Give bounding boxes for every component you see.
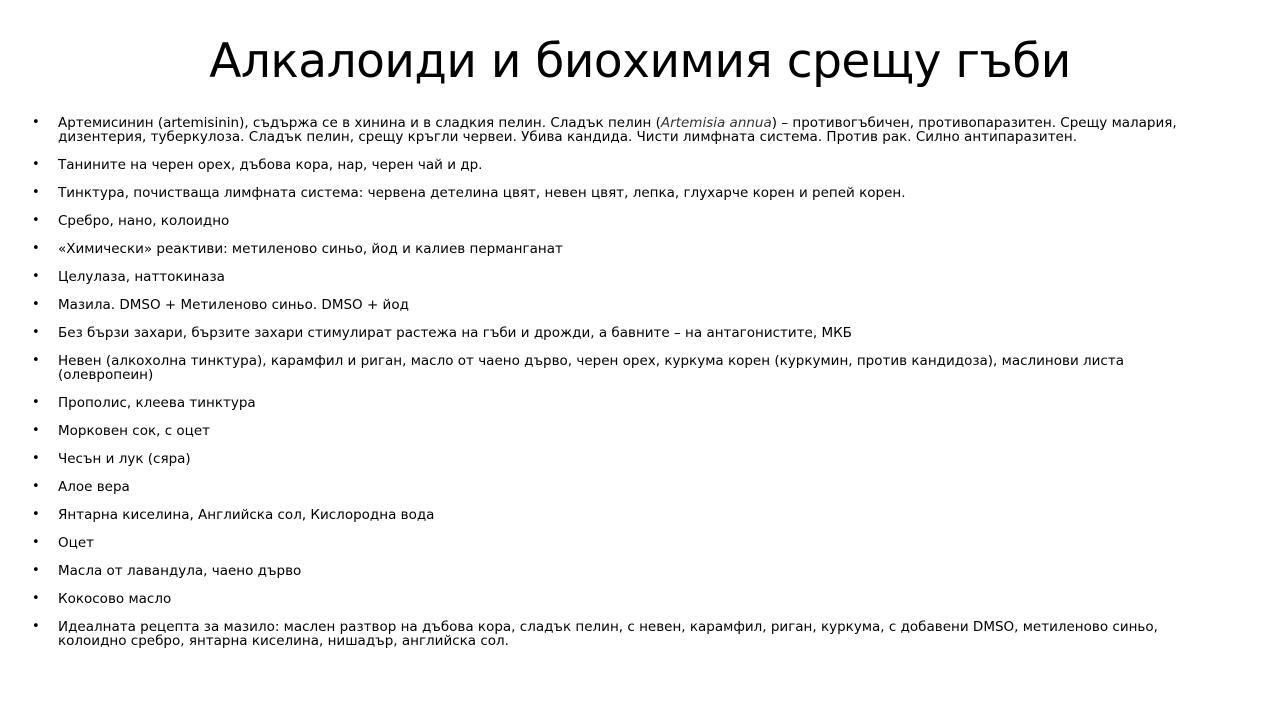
bullet-text: Масла от лавандула, чаено дърво: [58, 563, 302, 579]
bullet-icon: •: [32, 325, 40, 340]
bullet-text: Морковен сок, с оцет: [58, 423, 211, 439]
bullet-item-artemisinin: [32, 116, 1222, 144]
slide-title: Алкалоиди и биохимия срещу гъби: [209, 34, 1071, 89]
bullet-text: Янтарна киселина, Английска сол, Кислородна вода: [58, 507, 435, 523]
bullet-icon: •: [32, 563, 40, 578]
bullet-icon: •: [32, 353, 40, 368]
bullet-text: Мазила. DMSO + Метиленово синьо. DMSO + йод: [58, 297, 409, 313]
bullet-icon: •: [32, 395, 40, 410]
bullet-icon: •: [32, 213, 40, 228]
bullet-icon: •: [32, 535, 40, 550]
bullet-text: Целулаза, наттокиназа: [58, 269, 225, 285]
bullet-item: [32, 452, 1222, 466]
bullet-text: Кокосово масло: [58, 591, 172, 607]
bullet-icon: •: [32, 115, 40, 130]
bullet-item: [32, 270, 1222, 284]
bullet-icon: •: [32, 507, 40, 522]
bullet-text-part: ) – противогъбичен, противопаразитен. Срещу малария, дизентерия, туберкулоза. Сладък пелин, срещу кръгли червеи. Убива кандида. Чисти лимфната система. Против рак. Силно антипаразитен.: [58, 115, 1177, 145]
bullet-text-part: Артемисинин (artemisinin), съдържа се в хинина и в сладкия пелин. Сладък пелин (: [58, 115, 661, 131]
bullet-item: [32, 158, 1222, 172]
bullet-text: Сребро, нано, колоидно: [58, 213, 230, 229]
bullet-icon: •: [32, 269, 40, 284]
bullet-text: Идеалната рецепта за мазило: маслен разтвор на дъбова кора, сладък пелин, с невен, карамфил, риган, куркума, с добавени DMSO, метиленово синьо, колоидно сребро, янтарна киселина, нишадър, английска сол.: [58, 619, 1158, 649]
bullet-item: [32, 592, 1222, 606]
bullet-item: [32, 396, 1222, 410]
bullet-icon: •: [32, 451, 40, 466]
bullet-text: Без бързи захари, бързите захари стимулират растежа на гъби и дрожди, а бавните – на антагонистите, МКБ: [58, 325, 852, 341]
bullet-item: [32, 326, 1222, 340]
bullet-icon: •: [32, 423, 40, 438]
bullet-item: [32, 424, 1222, 438]
bullet-icon: •: [32, 619, 40, 634]
bullet-text: Прополис, клеева тинктура: [58, 395, 256, 411]
bullet-icon: •: [32, 297, 40, 312]
bullet-item: [32, 242, 1222, 256]
bullet-text: Танините на черен орех, дъбова кора, нар, черен чай и др.: [58, 157, 483, 173]
bullet-icon: •: [32, 185, 40, 200]
bullet-icon: •: [32, 157, 40, 172]
bullet-item: [32, 480, 1222, 494]
bullet-item: [32, 564, 1222, 578]
bullet-list: [32, 116, 1222, 662]
bullet-icon: •: [32, 241, 40, 256]
bullet-item: [32, 536, 1222, 550]
bullet-text: Невен (алкохолна тинктура), карамфил и риган, масло от чаено дърво, черен орех, куркума корен (куркумин, против кандидоза), маслинови листа (олевропеин): [58, 353, 1124, 383]
bullet-text: Чесън и лук (сяра): [58, 451, 191, 467]
bullet-icon: •: [32, 591, 40, 606]
bullet-text: Оцет: [58, 535, 94, 551]
bullet-icon: •: [32, 479, 40, 494]
bullet-item: [32, 214, 1222, 228]
bullet-item: [32, 508, 1222, 522]
bullet-item: [32, 298, 1222, 312]
bullet-item: [32, 186, 1222, 200]
bullet-text: Тинктура, почистваща лимфната система: червена детелина цвят, невен цвят, лепка, глухарче корен и репей корен.: [58, 185, 906, 201]
bullet-text: Алое вера: [58, 479, 130, 495]
bullet-text: «Химически» реактиви: метиленово синьо, йод и калиев перманганат: [58, 241, 563, 257]
bullet-item: [32, 620, 1222, 648]
bullet-item: [32, 354, 1222, 382]
bullet-text-italic: Artemisia annua: [660, 115, 772, 131]
